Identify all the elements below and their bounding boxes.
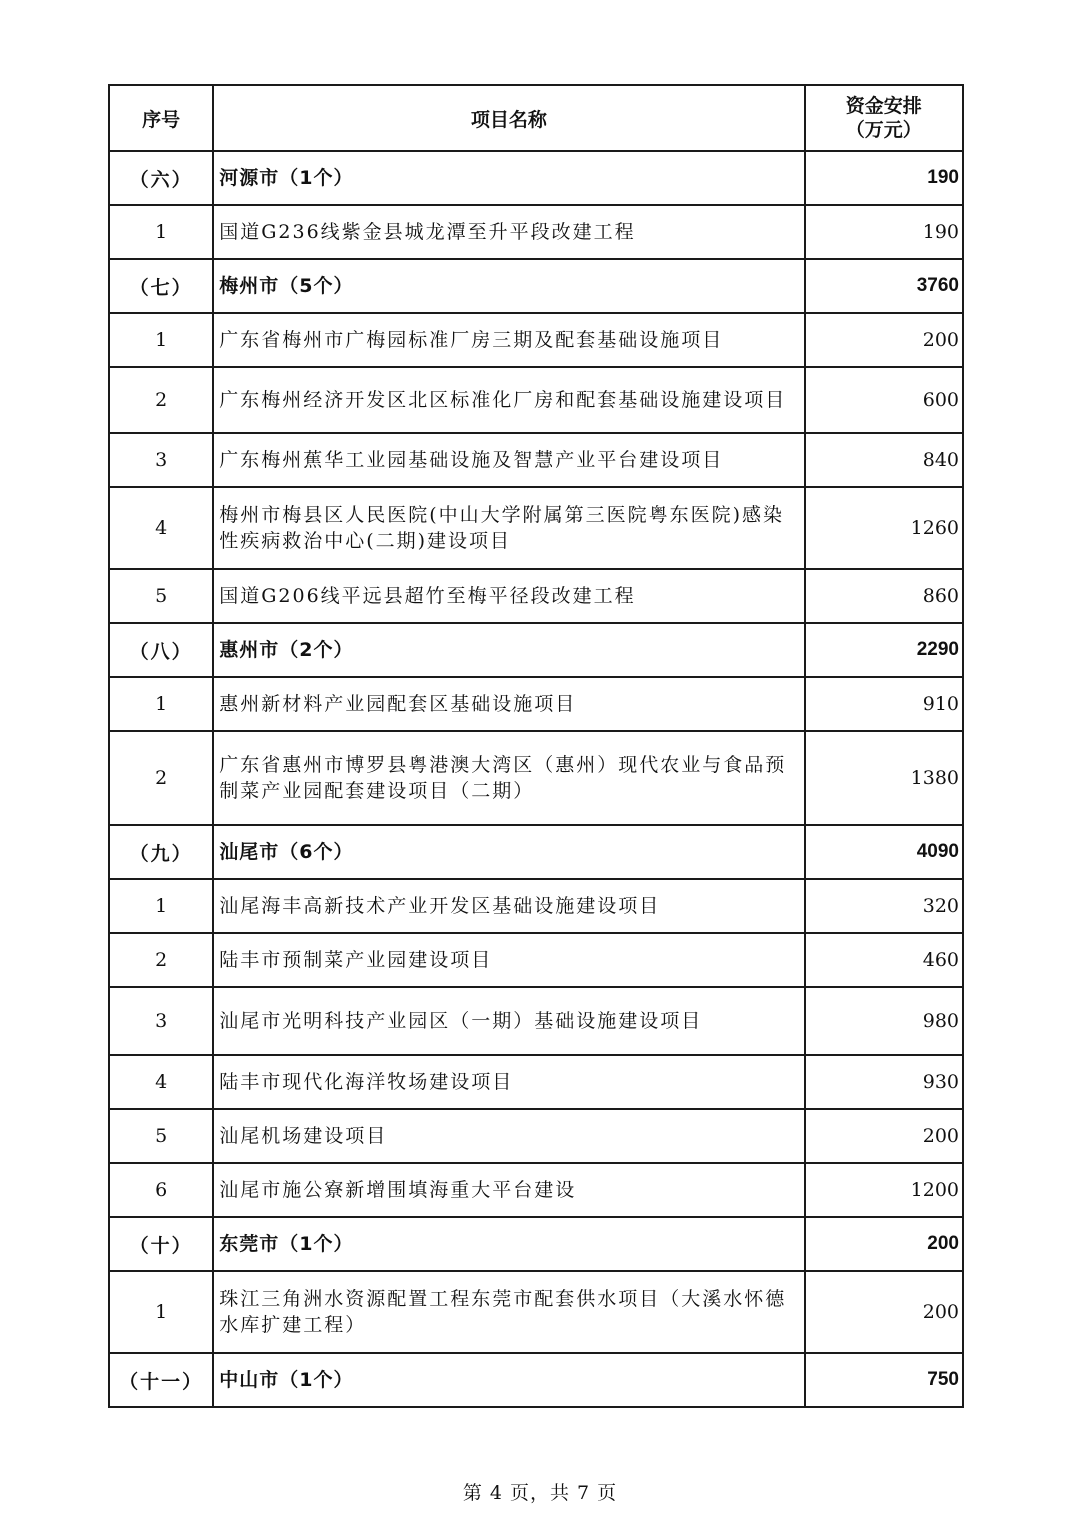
row-amount: 190 — [805, 205, 963, 259]
row-seq: （九） — [109, 825, 213, 879]
row-name: 汕尾市（6个） — [213, 825, 804, 879]
row-amount: 840 — [805, 433, 963, 487]
group-row — [109, 623, 963, 677]
table-row — [109, 1163, 963, 1217]
row-seq: 5 — [109, 1109, 213, 1163]
row-name: 汕尾海丰高新技术产业开发区基础设施建设项目 — [213, 879, 804, 933]
row-amount: 750 — [805, 1353, 963, 1407]
row-name: 汕尾市光明科技产业园区（一期）基础设施建设项目 — [213, 987, 804, 1055]
row-name: 中山市（1个） — [213, 1353, 804, 1407]
row-amount: 2290 — [805, 623, 963, 677]
group-row — [109, 259, 963, 313]
row-amount: 860 — [805, 569, 963, 623]
row-name: 珠江三角洲水资源配置工程东莞市配套供水项目（大溪水怀德水库扩建工程） — [213, 1271, 804, 1353]
row-seq: 3 — [109, 433, 213, 487]
table-row — [109, 569, 963, 623]
row-name: 汕尾机场建设项目 — [213, 1109, 804, 1163]
row-seq: 1 — [109, 313, 213, 367]
row-seq: 5 — [109, 569, 213, 623]
table-row — [109, 487, 963, 569]
row-name: 陆丰市预制菜产业园建设项目 — [213, 933, 804, 987]
table-row — [109, 677, 963, 731]
row-seq: 3 — [109, 987, 213, 1055]
row-amount: 1380 — [805, 731, 963, 825]
row-amount: 190 — [805, 151, 963, 205]
row-amount: 200 — [805, 1271, 963, 1353]
group-row — [109, 1353, 963, 1407]
row-amount: 320 — [805, 879, 963, 933]
row-name: 东莞市（1个） — [213, 1217, 804, 1271]
row-name: 广东省惠州市博罗县粤港澳大湾区（惠州）现代农业与食品预制菜产业园配套建设项目（二期） — [213, 731, 804, 825]
row-amount: 200 — [805, 1109, 963, 1163]
row-amount: 460 — [805, 933, 963, 987]
row-name: 广东省梅州市广梅园标准厂房三期及配套基础设施项目 — [213, 313, 804, 367]
row-name: 广东梅州蕉华工业园基础设施及智慧产业平台建设项目 — [213, 433, 804, 487]
table-row — [109, 367, 963, 433]
row-name: 国道G206线平远县超竹至梅平径段改建工程 — [213, 569, 804, 623]
row-seq: 1 — [109, 677, 213, 731]
row-name: 陆丰市现代化海洋牧场建设项目 — [213, 1055, 804, 1109]
row-seq: （八） — [109, 623, 213, 677]
row-seq: （十） — [109, 1217, 213, 1271]
header-amount — [805, 85, 963, 151]
row-amount: 910 — [805, 677, 963, 731]
row-name: 广东梅州经济开发区北区标准化厂房和配套基础设施建设项目 — [213, 367, 804, 433]
table-header-row — [109, 85, 963, 151]
table-row — [109, 731, 963, 825]
table-row — [109, 1055, 963, 1109]
row-amount: 4090 — [805, 825, 963, 879]
row-name: 惠州市（2个） — [213, 623, 804, 677]
group-row — [109, 1217, 963, 1271]
table-row — [109, 313, 963, 367]
row-name: 河源市（1个） — [213, 151, 804, 205]
row-amount: 3760 — [805, 259, 963, 313]
header-amount-line1: 资金安排 — [845, 95, 922, 117]
row-seq: 1 — [109, 205, 213, 259]
row-seq: （十一） — [109, 1353, 213, 1407]
row-amount: 200 — [805, 1217, 963, 1271]
header-amount-line2: （万元） — [845, 119, 922, 141]
row-seq: （六） — [109, 151, 213, 205]
row-name: 汕尾市施公寮新增围填海重大平台建设 — [213, 1163, 804, 1217]
row-amount: 930 — [805, 1055, 963, 1109]
row-amount: 1200 — [805, 1163, 963, 1217]
row-amount: 200 — [805, 313, 963, 367]
row-name: 惠州新材料产业园配套区基础设施项目 — [213, 677, 804, 731]
row-name: 国道G236线紫金县城龙潭至升平段改建工程 — [213, 205, 804, 259]
row-seq: 2 — [109, 367, 213, 433]
table-row — [109, 987, 963, 1055]
page-footer: 第 4 页，共 7 页 — [462, 1482, 618, 1504]
group-row — [109, 151, 963, 205]
table-row — [109, 433, 963, 487]
row-seq: 4 — [109, 487, 213, 569]
table-row — [109, 879, 963, 933]
group-row — [109, 825, 963, 879]
row-seq: 2 — [109, 731, 213, 825]
header-seq: 序号 — [109, 85, 213, 151]
row-seq: 4 — [109, 1055, 213, 1109]
row-seq: 1 — [109, 1271, 213, 1353]
table-row — [109, 205, 963, 259]
allocation-table — [108, 84, 964, 1408]
row-seq: 1 — [109, 879, 213, 933]
row-amount: 600 — [805, 367, 963, 433]
row-seq: 2 — [109, 933, 213, 987]
header-name: 项目名称 — [213, 85, 804, 151]
row-amount: 980 — [805, 987, 963, 1055]
row-name: 梅州市（5个） — [213, 259, 804, 313]
table-row — [109, 933, 963, 987]
row-amount: 1260 — [805, 487, 963, 569]
row-name: 梅州市梅县区人民医院(中山大学附属第三医院粤东医院)感染性疾病救治中心(二期)建设项目 — [213, 487, 804, 569]
table-row — [109, 1271, 963, 1353]
row-seq: 6 — [109, 1163, 213, 1217]
row-seq: （七） — [109, 259, 213, 313]
table-row — [109, 1109, 963, 1163]
